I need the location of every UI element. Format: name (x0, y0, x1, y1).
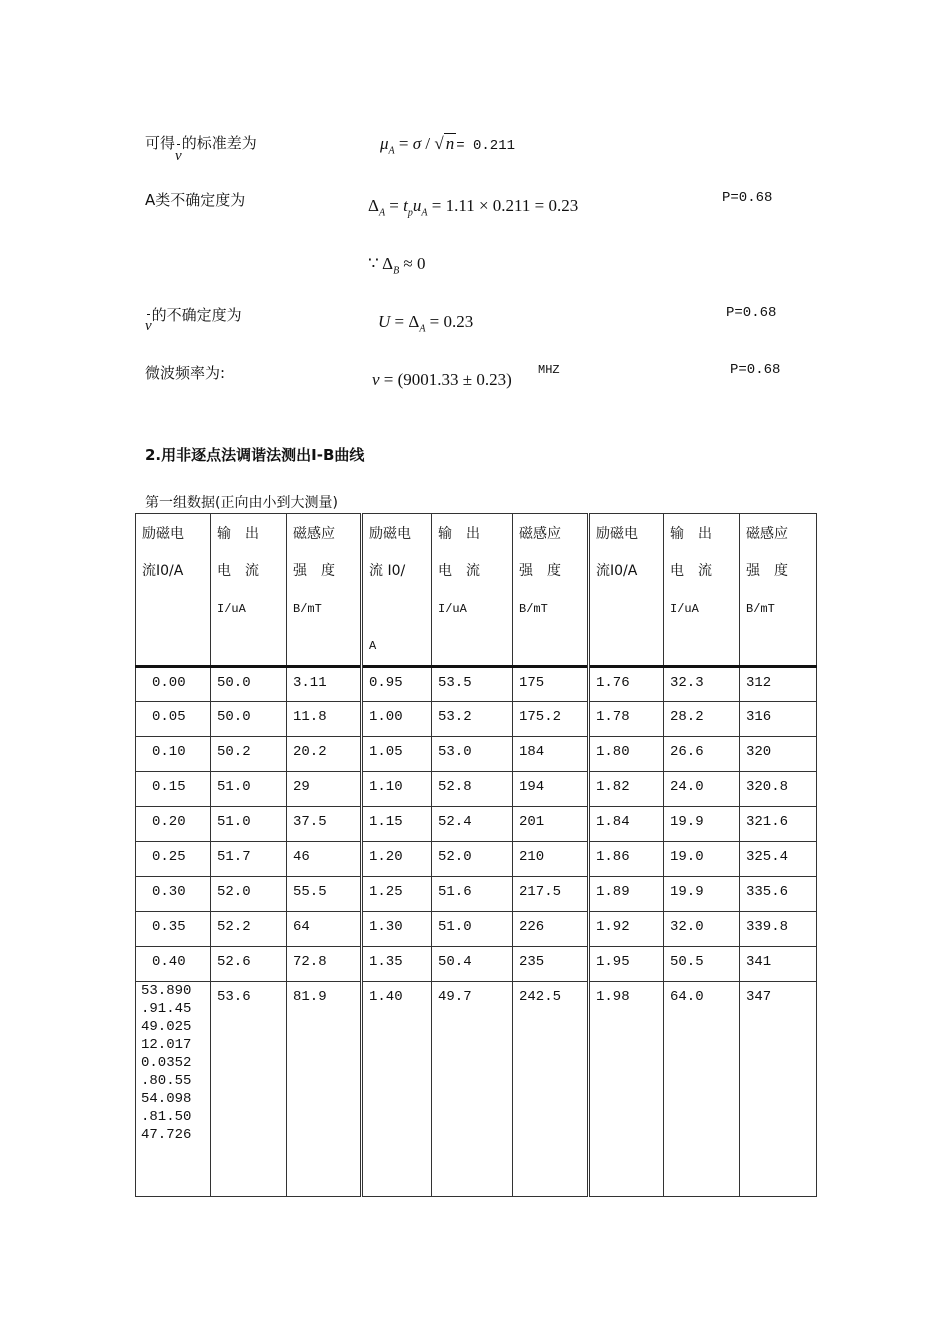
a-p: P=0.68 (722, 190, 773, 206)
table-cell: 50.4 (432, 947, 513, 982)
table-cell: 0.95 (362, 667, 432, 702)
std-value: = 0.211 (456, 138, 516, 154)
table-row (136, 947, 817, 982)
table-cell: 51.0 (211, 772, 287, 807)
header-b-1: 磁感应 强 度 B/mT (287, 514, 362, 667)
table-cell: 184 (513, 737, 589, 772)
table-header-row (136, 514, 817, 667)
table-cell: 194 (513, 772, 589, 807)
header-output-1: 输 出 电 流 I/uA (211, 514, 287, 667)
table-cell: 53.6 (211, 982, 287, 1197)
table-cell: 3.11 (287, 667, 362, 702)
table-cell: 320.8 (740, 772, 817, 807)
table-cell: 312 (740, 667, 817, 702)
table-cell: 46 (287, 842, 362, 877)
std-label-pre: 可得 (145, 134, 176, 152)
table-cell: 1.20 (362, 842, 432, 877)
header-current-1: 励磁电 流I0/A (136, 514, 211, 667)
table-cell: 51.7 (211, 842, 287, 877)
table-cell: 0.40 (136, 947, 211, 982)
table-row (136, 807, 817, 842)
table-cell: 0.15 (136, 772, 211, 807)
table-cell: 51.0 (432, 912, 513, 947)
table-cell: 29 (287, 772, 362, 807)
table-cell: 0.05 (136, 702, 211, 737)
stack-line: .91.45 (141, 1001, 192, 1017)
table-cell: 26.6 (664, 737, 740, 772)
table-cell: 175 (513, 667, 589, 702)
table-cell: 1.25 (362, 877, 432, 912)
header-output-2: 输 出 电 流 I/uA (432, 514, 513, 667)
table-cell: 52.4 (432, 807, 513, 842)
table-cell: 24.0 (664, 772, 740, 807)
table-row (136, 737, 817, 772)
table-cell: 242.5 (513, 982, 589, 1197)
table-cell: 19.0 (664, 842, 740, 877)
table-cell: 50.0 (211, 667, 287, 702)
table-cell-stack (136, 982, 211, 1197)
table-cell: 19.9 (664, 807, 740, 842)
table-cell: 325.4 (740, 842, 817, 877)
stack-line: 0.0352 (141, 1055, 192, 1071)
u-value: = 0.23 (429, 312, 474, 331)
stack-line: 49.025 (141, 1019, 192, 1035)
table-cell: 1.76 (589, 667, 664, 702)
table-cell: 51.0 (211, 807, 287, 842)
stack-line: .81.50 (141, 1109, 192, 1125)
table-cell: 81.9 (287, 982, 362, 1197)
table-cell: 64 (287, 912, 362, 947)
a-value: = 1.11 × 0.211 = 0.23 (431, 196, 579, 215)
freq-label: 微波频率为: (145, 364, 226, 382)
table-cell: 347 (740, 982, 817, 1197)
u-formula: $U = \Delta_A = 0.23$ (378, 312, 474, 335)
table-row (136, 877, 817, 912)
table-cell: 1.92 (589, 912, 664, 947)
section-title: 2.用非逐点法调谐法测出I-B曲线 (145, 446, 365, 464)
table-cell: 1.40 (362, 982, 432, 1197)
freq-unit: MHZ (538, 363, 560, 377)
table-cell: 0.20 (136, 807, 211, 842)
table-cell: 32.3 (664, 667, 740, 702)
table-cell: 1.89 (589, 877, 664, 912)
table-cell: 339.8 (740, 912, 817, 947)
table-cell: 50.5 (664, 947, 740, 982)
table-cell: 1.80 (589, 737, 664, 772)
header-output-3: 输 出 电 流 I/uA (664, 514, 740, 667)
table-row (136, 772, 817, 807)
table-cell: 1.00 (362, 702, 432, 737)
table-cell: 64.0 (664, 982, 740, 1197)
table-cell: 217.5 (513, 877, 589, 912)
b-formula: ∵ $\Delta_B \approx 0$ (368, 254, 426, 277)
table-cell: 72.8 (287, 947, 362, 982)
std-label-post: 的标准差为 (181, 134, 257, 152)
table-cell: 0.10 (136, 737, 211, 772)
table-cell: 49.7 (432, 982, 513, 1197)
a-label: A类不确定度为 (145, 191, 246, 209)
b-value: ≈ 0 (403, 254, 426, 273)
std-label (145, 132, 257, 164)
header-current-2: 励磁电 流 I0/ A (362, 514, 432, 667)
freq-formula: ν = (9001.33 ± 0.23) (372, 370, 512, 389)
u-label (145, 304, 242, 334)
table-cell: 0.35 (136, 912, 211, 947)
table-cell: 50.0 (211, 702, 287, 737)
table-cell: 210 (513, 842, 589, 877)
table-cell: 1.78 (589, 702, 664, 737)
table-cell: 1.30 (362, 912, 432, 947)
header-current-3: 励磁电 流I0/A (589, 514, 664, 667)
table-cell: 55.5 (287, 877, 362, 912)
table-cell: 1.10 (362, 772, 432, 807)
table-cell: 0.25 (136, 842, 211, 877)
v-symbol: v (175, 148, 182, 164)
std-formula: $\mu_A = \sigma$ / √ n = 0.211 (380, 134, 516, 157)
table-row (136, 667, 817, 702)
table-cell: 1.86 (589, 842, 664, 877)
table-row (136, 702, 817, 737)
stack-line: 54.098 (141, 1091, 192, 1107)
table-cell: 0.00 (136, 667, 211, 702)
table-cell: 50.2 (211, 737, 287, 772)
table-cell: 28.2 (664, 702, 740, 737)
table-cell: 52.0 (211, 877, 287, 912)
stack-line: 53.890 (141, 983, 192, 999)
table-cell: 316 (740, 702, 817, 737)
table-cell: 11.8 (287, 702, 362, 737)
table-cell: 0.30 (136, 877, 211, 912)
table-cell: 321.6 (740, 807, 817, 842)
table-cell: 1.98 (589, 982, 664, 1197)
table-cell: 201 (513, 807, 589, 842)
table-cell: 341 (740, 947, 817, 982)
u-p: P=0.68 (726, 305, 777, 321)
stack-line: 47.726 (141, 1127, 192, 1143)
table-cell: 1.15 (362, 807, 432, 842)
table-caption: 第一组数据(正向由小到大测量) (145, 495, 338, 511)
table-cell: 335.6 (740, 877, 817, 912)
table-cell: 1.84 (589, 807, 664, 842)
table-cell: 20.2 (287, 737, 362, 772)
table-cell: 53.5 (432, 667, 513, 702)
table-cell: 52.2 (211, 912, 287, 947)
freq-p: P=0.68 (730, 362, 781, 378)
freq-value: = (9001.33 ± 0.23) (383, 370, 512, 389)
table-cell: 175.2 (513, 702, 589, 737)
v-symbol-2: v (145, 318, 152, 334)
table-cell: 1.82 (589, 772, 664, 807)
table-cell: 1.35 (362, 947, 432, 982)
u-label-post: 的不确定度为 (151, 306, 242, 324)
table-cell: 51.6 (432, 877, 513, 912)
data-table (135, 513, 817, 1197)
table-cell: 226 (513, 912, 589, 947)
header-b-3: 磁感应 强 度 B/mT (740, 514, 817, 667)
table-cell: 32.0 (664, 912, 740, 947)
a-formula: $\Delta_A = t_pu_A = 1.11 \times 0.211 = 0.23$ (368, 196, 579, 219)
table-cell: 1.05 (362, 737, 432, 772)
table-cell: 1.95 (589, 947, 664, 982)
table-cell: 37.5 (287, 807, 362, 842)
table-cell: 19.9 (664, 877, 740, 912)
table-cell: 235 (513, 947, 589, 982)
table-cell: 320 (740, 737, 817, 772)
header-b-2: 磁感应 强 度 B/mT (513, 514, 589, 667)
table-row-last (136, 982, 817, 1197)
stack-line: 12.017 (141, 1037, 192, 1053)
table-row (136, 842, 817, 877)
table-cell: 53.0 (432, 737, 513, 772)
table-cell: 52.0 (432, 842, 513, 877)
table-cell: 52.8 (432, 772, 513, 807)
table-row (136, 912, 817, 947)
stack-line: .80.55 (141, 1073, 192, 1089)
table-cell: 52.6 (211, 947, 287, 982)
table-cell: 53.2 (432, 702, 513, 737)
